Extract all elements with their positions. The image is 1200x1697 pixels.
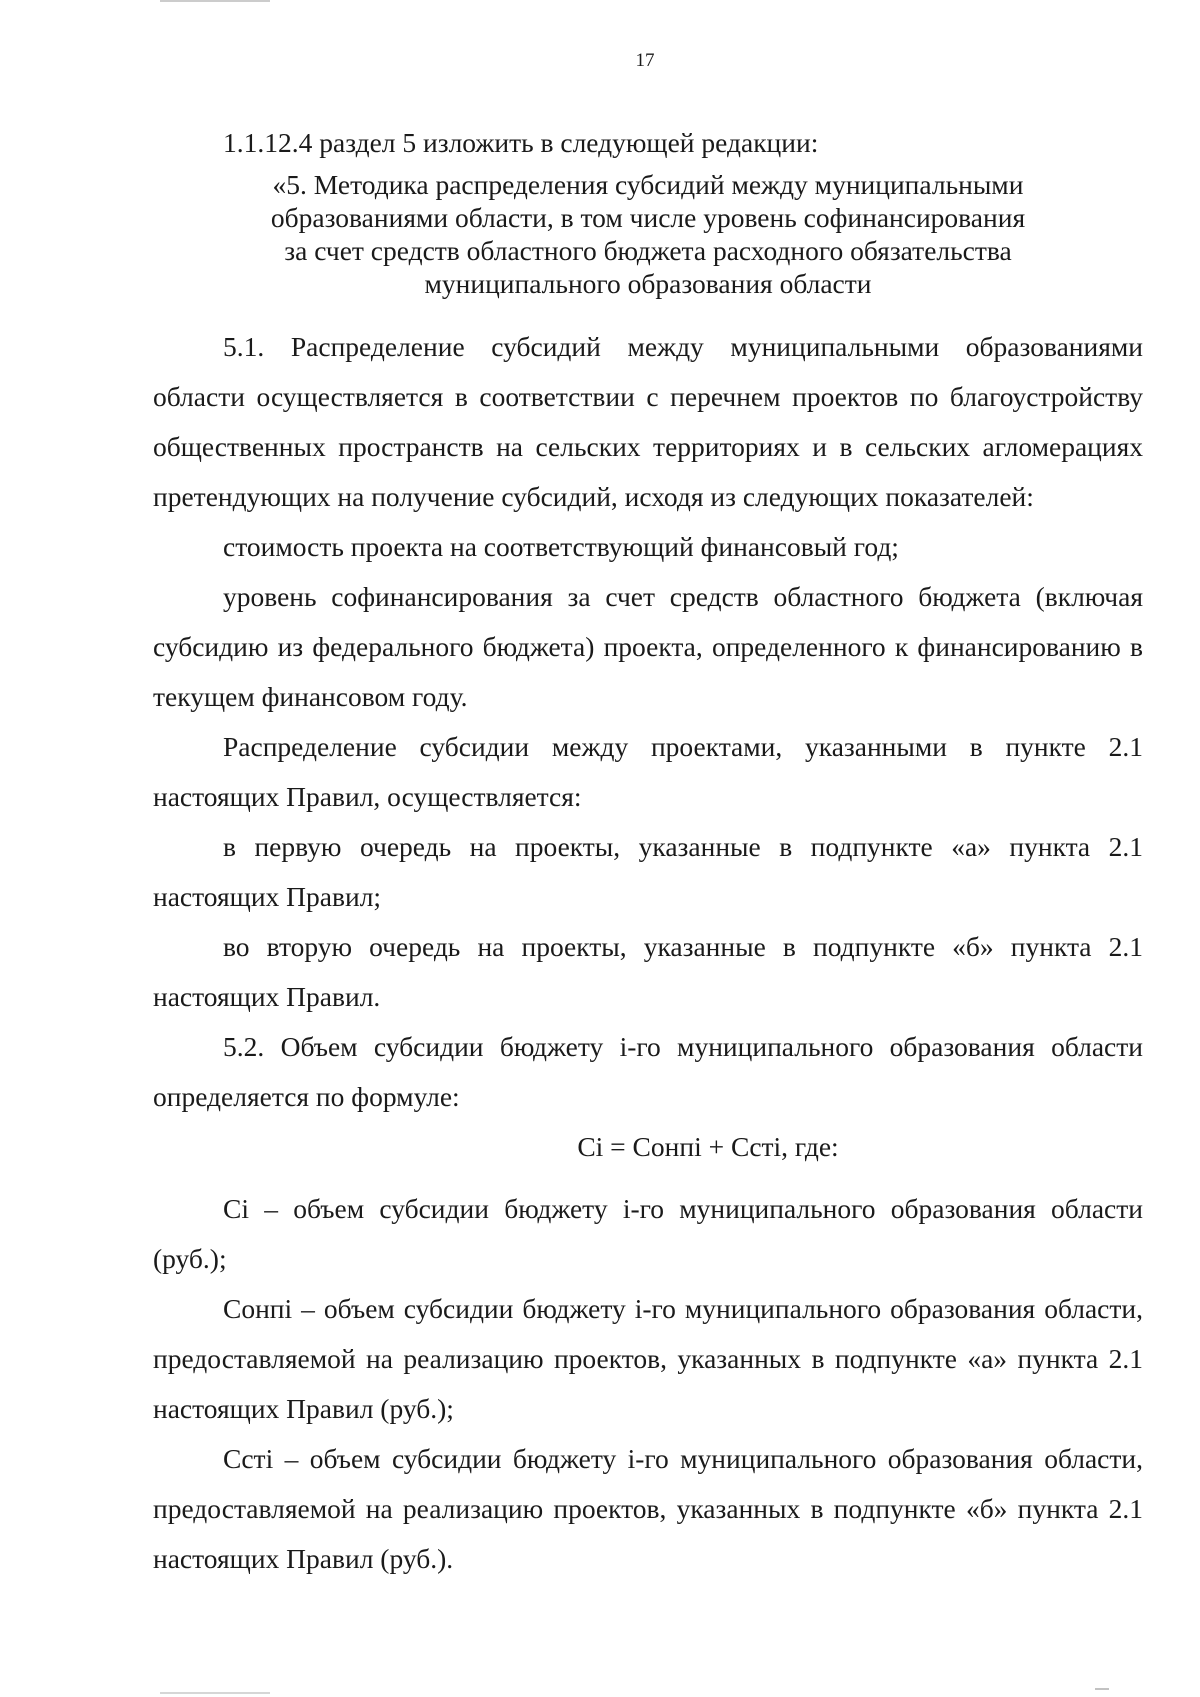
indicator-cofinancing-level: уровень софинансирования за счет средств областного бюджета (включая субсидию из федерального бюджета) проекта, определенного к финансированию в текущем финансовом году. xyxy=(153,581,1143,712)
section-title-line: муниципального образования области xyxy=(424,268,872,299)
indicator-project-cost: стоимость проекта на соответствующий финансовый год; xyxy=(223,531,899,562)
scan-artifact xyxy=(160,1692,270,1694)
paragraph-second-priority: во вторую очередь на проекты, указанные в подпункте «б» пункта 2.1 настоящих Правил. xyxy=(153,931,1143,1012)
paragraph-distribution: Распределение субсидии между проектами, указанными в пункте 2.1 настоящих Правил, осуществляется: xyxy=(153,731,1143,812)
section-title-line: за счет средств областного бюджета расходного обязательства xyxy=(284,235,1012,266)
definition-csti: Cстi – объем субсидии бюджету i-го муниципального образования области, предоставляемой на реализацию проектов, указанных в подпункте «б» пункта 2.1 настоящих Правил (руб.). xyxy=(153,1443,1143,1574)
formula: Ci = Cонпi + Cстi, где: xyxy=(577,1131,839,1162)
section-title-line: образованиями области, в том числе уровень софинансирования xyxy=(270,202,1026,233)
scan-artifact xyxy=(1095,1688,1109,1690)
amendment-intro: 1.1.12.4 раздел 5 изложить в следующей редакции: xyxy=(223,127,819,158)
section-title-line: «5. Методика распределения субсидий между муниципальными xyxy=(272,169,1024,200)
paragraph-5-1: 5.1. Распределение субсидий между муниципальными образованиями области осуществляется в соответствии с перечнем проектов по благоустройству общественных пространств на сельских территориях и в сельских агломерациях претендующих на получение субсидий, исходя из следующих показателей: xyxy=(153,331,1143,512)
definition-conpi: Cонпi – объем субсидии бюджету i-го муниципального образования области, предоставляемой на реализацию проектов, указанных в подпункте «а» пункта 2.1 настоящих Правил (руб.); xyxy=(153,1293,1143,1424)
scan-artifact xyxy=(160,0,270,2)
paragraph-first-priority: в первую очередь на проекты, указанные в подпункте «а» пункта 2.1 настоящих Правил; xyxy=(153,831,1143,912)
page-number: 17 xyxy=(635,50,655,71)
definition-ci: Ci – объем субсидии бюджету i-го муниципального образования области (руб.); xyxy=(153,1193,1143,1274)
paragraph-5-2: 5.2. Объем субсидии бюджету i-го муниципального образования области определяется по формуле: xyxy=(153,1031,1143,1112)
document-body xyxy=(153,118,1143,1584)
section-title xyxy=(153,168,1143,300)
